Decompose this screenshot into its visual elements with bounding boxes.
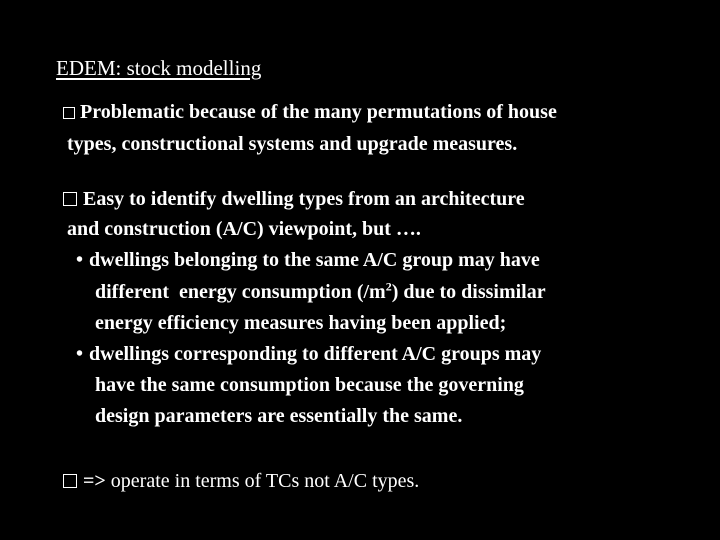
point2-line2: and construction (A/C) viewpoint, but …. <box>67 218 421 240</box>
checkbox-bullet-icon <box>63 474 77 488</box>
bullet-icon: • <box>76 343 84 365</box>
point1-line1 <box>63 98 557 126</box>
sub1-line1-text: dwellings belonging to the same A/C group may have <box>89 249 540 271</box>
sub2-line1-text: dwellings corresponding to different A/C groups may <box>89 343 542 365</box>
sub2-line2: have the same consumption because the governing <box>95 374 524 396</box>
point3-line <box>63 467 419 495</box>
sub2-line3: design parameters are essentially the same. <box>95 405 463 427</box>
slide-title: EDEM: stock modelling <box>56 56 262 80</box>
sub1-line2-pre: different energy consumption (/m <box>95 281 386 303</box>
arrow-symbol: => <box>83 470 106 492</box>
checkbox-bullet-icon <box>63 192 77 206</box>
sub2-line1 <box>76 340 541 368</box>
point3-text: operate in terms of TCs not A/C types. <box>110 470 420 492</box>
sub1-line2 <box>95 278 546 306</box>
point2-line1 <box>63 185 525 213</box>
point1-line2: types, constructional systems and upgrade measures. <box>67 133 518 155</box>
sub1-line1 <box>76 246 540 274</box>
point1-line1-text: Problematic because of the many permutations of house <box>80 101 557 123</box>
sub1-line2-post: ) due to dissimilar <box>391 281 546 303</box>
point2-line1-text: Easy to identify dwelling types from an architecture <box>83 188 525 210</box>
bullet-icon: • <box>76 249 84 271</box>
sub1-line2-sup: 2 <box>385 279 392 294</box>
sub1-line3: energy efficiency measures having been applied; <box>95 312 507 334</box>
checkbox-bullet-icon <box>63 107 75 119</box>
